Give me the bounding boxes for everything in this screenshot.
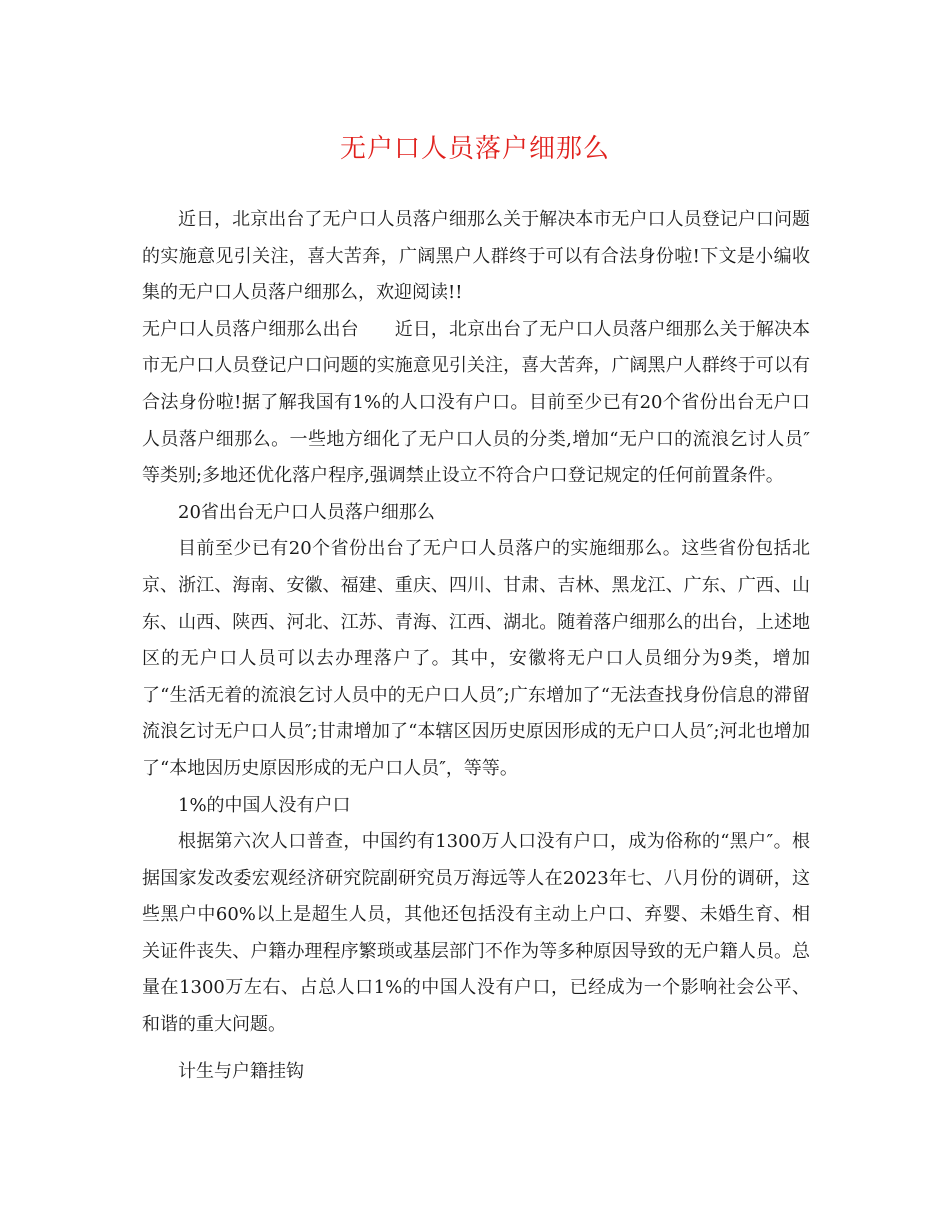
paragraph-census: 根据第六次人口普查，中国约有1300万人口没有户口，成为俗称的“黑户″。根据国家发改委宏观经济研究院副研究员万海远等人在2023年七、八月份的调研，这些黑户中60%以上是超生人员，其他还包括没有主动上户口、弃婴、未婚生育、相关证件丧失、户籍办理程序繁琐或基层部门不作为等多种原因导致的无户籍人员。总量在1300万左右、占总人口1%的中国人没有户口，已经成为一个影响社会公平、和谐的重大问题。	[142, 831, 810, 1036]
section-heading-family-planning: 计生与户籍挂钩	[178, 1060, 304, 1082]
document-body	[142, 202, 810, 1090]
section-heading-20-provinces: 20省出台无户口人员落户细那么	[178, 501, 435, 523]
intro-paragraph: 近日，北京出台了无户口人员落户细那么关于解决本市无户口人员登记户口问题的实施意见引关注，喜大苦奔，广阔黑户人群终于可以有合法身份啦!下文是小编收集的无户口人员落户细那么，欢迎阅读!!	[142, 209, 810, 304]
document-title: 无户口人员落户细那么	[339, 134, 610, 164]
paragraph-provinces: 目前至少已有20个省份出台了无户口人员落户的实施细那么。这些省份包括北京、浙江、海南、安徽、福建、重庆、四川、甘肃、吉林、黑龙江、广东、广西、山东、山西、陕西、河北、江苏、青海、江西、湖北。随着落户细那么的出台，上述地区的无户口人员可以去办理落户了。其中，安徽将无户口人员细分为9类，增加了“生活无着的流浪乞讨人员中的无户口人员″;广东增加了“无法查找身份信息的滞留流浪乞讨无户口人员″;甘肃增加了“本辖区因历史原因形成的无户口人员″;河北也增加了“本地因历史原因形成的无户口人员″，等等。	[142, 538, 810, 779]
paragraph-rules-issued: 无户口人员落户细那么出台 近日，北京出台了无户口人员落户细那么关于解决本市无户口人员登记户口问题的实施意见引关注，喜大苦奔，广阔黑户人群终于可以有合法身份啦!据了解我国有1%的人口没有户口。目前至少已有20个省份出台无户口人员落户细那么。一些地方细化了无户口人员的分类,增加“无户口的流浪乞讨人员″等类别;多地还优化落户程序,强调禁止设立不符合户口登记规定的任何前置条件。	[142, 318, 810, 487]
section-heading-one-percent: 1%的中国人没有户口	[178, 794, 351, 816]
